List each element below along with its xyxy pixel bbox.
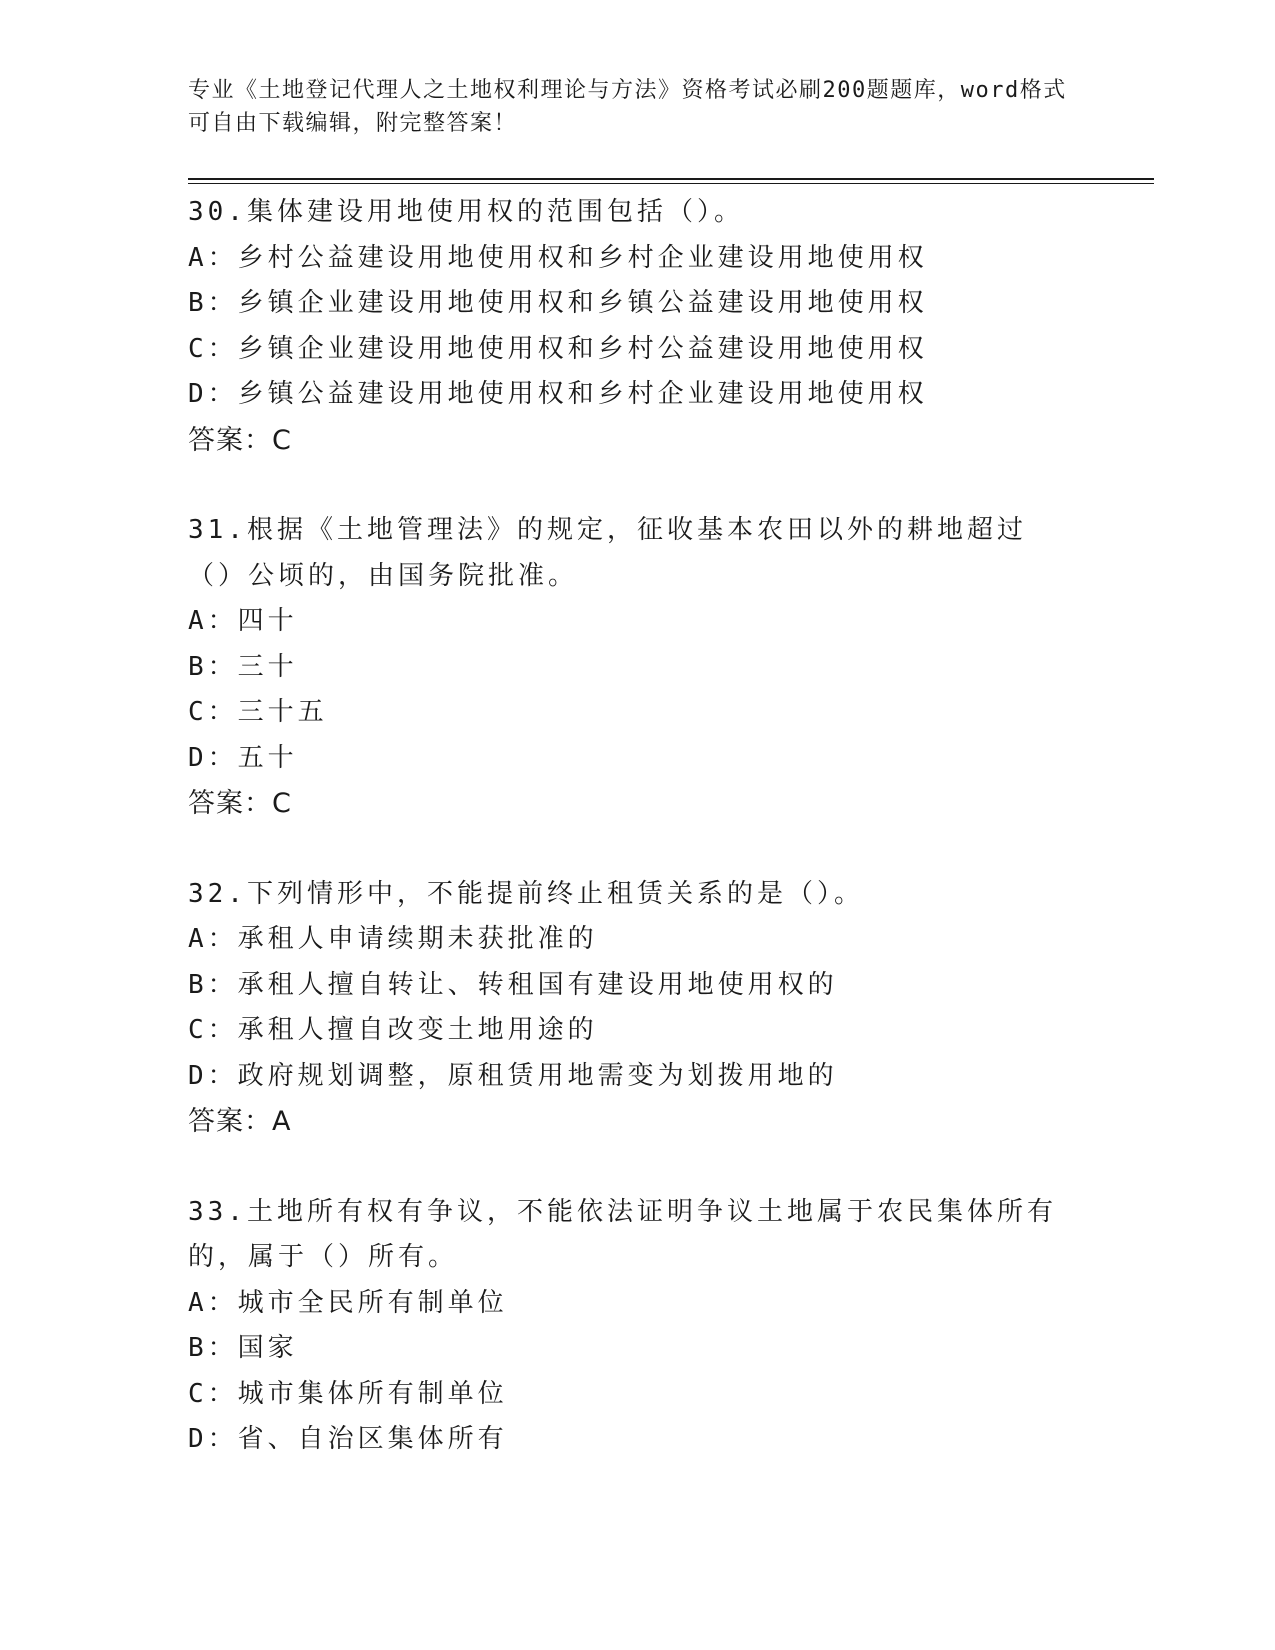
question-stem: 33.土地所有权有争议，不能依法证明争议土地属于农民集体所有的，属于（）所有。 xyxy=(188,1196,1057,1272)
answer-label: 答案：A xyxy=(188,1106,292,1137)
header-divider-thick xyxy=(188,178,1154,180)
option-b: B：国家 xyxy=(188,1333,298,1363)
question-32 xyxy=(188,872,1088,1145)
option-c: C：乡镇企业建设用地使用权和乡村公益建设用地使用权 xyxy=(188,333,928,364)
question-list xyxy=(188,190,1088,1508)
option-c: C：城市集体所有制单位 xyxy=(188,1378,508,1409)
question-33 xyxy=(188,1190,1088,1463)
document-header: 专业《土地登记代理人之土地权利理论与方法》资格考试必刷200题题库，word格式可自由下载编辑，附完整答案！ xyxy=(188,78,1067,136)
answer-label: 答案：C xyxy=(188,424,292,456)
option-d: D：五十 xyxy=(188,742,298,773)
option-d: D：省、自治区集体所有 xyxy=(188,1424,508,1454)
question-31 xyxy=(188,508,1088,827)
option-a: A：乡村公益建设用地使用权和乡村企业建设用地使用权 xyxy=(188,242,928,273)
option-b: B：承租人擅自转让、转租国有建设用地使用权的 xyxy=(188,969,838,1000)
option-a: A：城市全民所有制单位 xyxy=(188,1287,508,1318)
option-c: C：承租人擅自改变土地用途的 xyxy=(188,1015,598,1045)
option-d: D：乡镇公益建设用地使用权和乡村企业建设用地使用权 xyxy=(188,379,928,409)
header-divider-thin xyxy=(188,183,1154,184)
option-b: B：乡镇企业建设用地使用权和乡镇公益建设用地使用权 xyxy=(188,288,928,318)
question-stem: 30.集体建设用地使用权的范围包括（）。 xyxy=(188,197,744,227)
option-b: B：三十 xyxy=(188,651,298,682)
option-c: C：三十五 xyxy=(188,697,328,727)
option-a: A：四十 xyxy=(188,606,298,636)
option-d: D：政府规划调整，原租赁用地需变为划拨用地的 xyxy=(188,1060,838,1091)
option-a: A：承租人申请续期未获批准的 xyxy=(188,924,598,954)
question-stem: 31.根据《土地管理法》的规定，征收基本农田以外的耕地超过（）公顷的，由国务院批准。 xyxy=(188,515,1027,591)
question-30 xyxy=(188,190,1088,463)
answer-label: 答案：C xyxy=(188,788,292,819)
question-stem: 32.下列情形中，不能提前终止租赁关系的是（）。 xyxy=(188,878,864,909)
